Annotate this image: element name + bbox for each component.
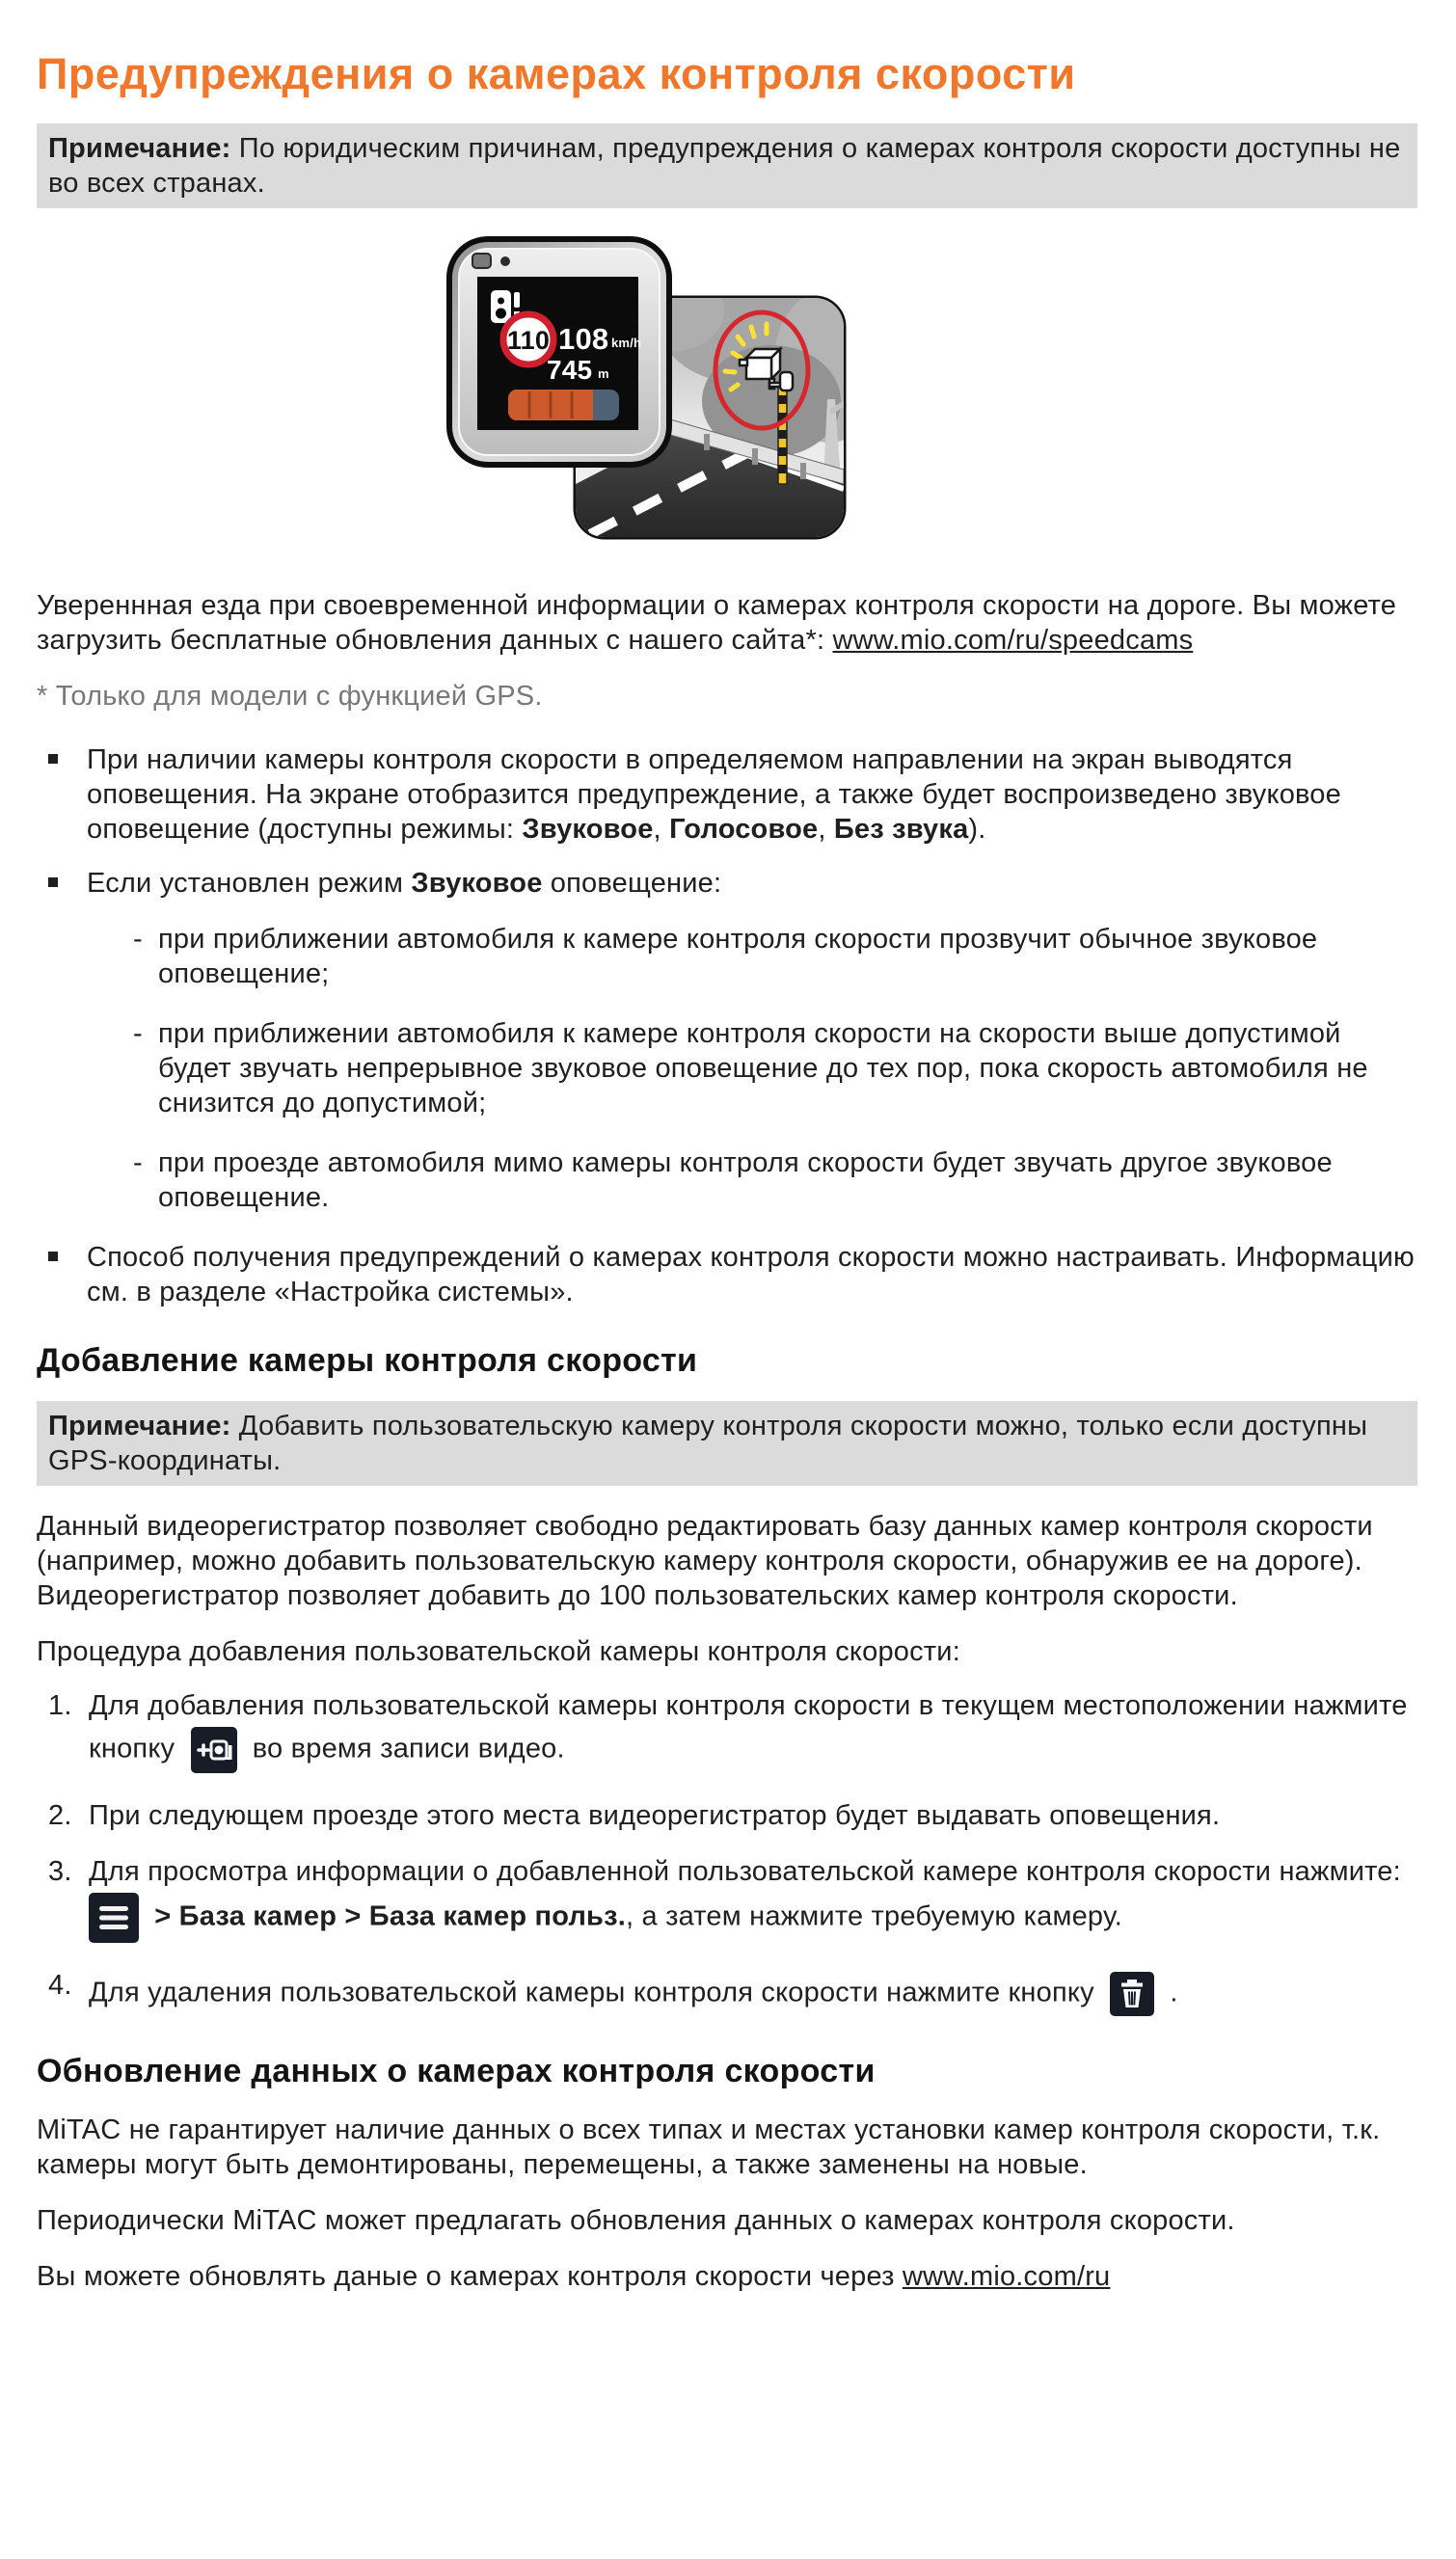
add-camera-steps <box>37 1688 1417 2020</box>
step-item <box>37 1798 1417 1833</box>
text-segment: Без звука <box>833 814 969 846</box>
distance-unit-label: m <box>598 366 609 382</box>
step-number: 4. <box>48 1970 72 2002</box>
menu-icon <box>89 1893 139 1943</box>
text-segment: , <box>653 814 670 846</box>
bullet-item <box>37 742 1417 847</box>
step-text <box>154 1901 1122 1932</box>
distance-value: 745 <box>547 355 593 386</box>
step-text: Для удаления пользовательской камеры контроля скорости нажмите кнопку <box>89 1978 1094 2009</box>
bullet-item <box>37 1240 1417 1309</box>
step-number: 1. <box>48 1690 72 1722</box>
bullet-text: Способ получения предупреждений о камерах контроля скорости можно настраивать. Информацию см. в разделе «Настройка системы». <box>87 1242 1415 1308</box>
procedure-paragraph: Процедура добавления пользовательской камеры контроля скорости: <box>37 1636 960 1668</box>
step-number: 2. <box>48 1800 72 1832</box>
dash-marker: - <box>133 1018 143 1050</box>
alert-bullet-list <box>37 742 1417 1309</box>
sub-bullet-item <box>87 1145 1417 1215</box>
note-box-legal <box>37 123 1417 208</box>
speedcam-illustration <box>37 235 1417 555</box>
mitac-updates-paragraph: Периодически MiTAC может предлагать обновления данных о камерах контроля скорости. <box>37 2204 1235 2236</box>
text-segment: , <box>818 814 834 846</box>
step-item <box>37 1968 1417 2020</box>
text-segment: Примечание: <box>48 1411 239 1442</box>
bullet-marker <box>48 877 58 887</box>
step-text: кнопку <box>89 1734 175 1765</box>
trash-icon <box>1110 1972 1154 2016</box>
bullet-text <box>87 744 1341 845</box>
text-segment: Голосовое <box>669 814 819 846</box>
mitac-disclaimer-paragraph: MiTAC не гарантирует наличие данных о всех типах и местах установки камер контроля скорости, т.к. камеры могут быть демонтированы, перемещены, а также заменены на новые. <box>37 2114 1381 2180</box>
step-number: 3. <box>48 1856 72 1888</box>
text-segment: Звуковое <box>522 814 654 846</box>
current-speed-value: 108 <box>558 322 609 357</box>
sub-bullet-item <box>87 922 1417 991</box>
speedcam-illustration-graphic <box>445 235 850 544</box>
dashcam-device <box>449 239 669 465</box>
sub-bullet-item <box>87 1016 1417 1120</box>
section-heading-update-data: Обновление данных о камерах контроля скорости <box>37 2053 876 2090</box>
section-heading-add-camera: Добавление камеры контроля скорости <box>37 1342 698 1380</box>
inline-link[interactable]: www.mio.com/ru/speedcams <box>832 625 1194 657</box>
text-segment: ). <box>968 814 986 846</box>
distance-progress-bar <box>508 390 619 420</box>
text-segment: По юридическим причинам, предупреждения о камерах контроля скорости доступны не во всех странах. <box>48 133 1401 200</box>
text-segment: Если установлен режим <box>87 868 412 900</box>
guardrail-post <box>704 434 710 450</box>
inline-link[interactable]: www.mio.com/ru <box>902 2260 1111 2292</box>
sub-bullet-text: при приближении автомобиля к камере контроля скорости на скорости выше допустимой будет звучать непрерывное звуковое оповещение до тех пор, пока скорость автомобиля не снизится до допустимой; <box>158 1018 1368 1119</box>
device-lens <box>472 254 491 268</box>
step-text: Для просмотра информации о добавленной пользовательской камере контроля скорости нажмите: <box>89 1856 1401 1888</box>
page-title: Предупреждения о камерах контроля скорости <box>37 49 1076 98</box>
bullet-text <box>87 868 721 899</box>
gps-footnote: * Только для модели с функцией GPS. <box>37 681 543 713</box>
text-segment: > База камер > База камер польз. <box>154 1901 626 1933</box>
step-text: . <box>1170 1978 1178 2009</box>
speed-unit-label: km/h <box>611 336 642 351</box>
device-screen <box>477 277 641 430</box>
bullet-marker <box>48 1252 58 1261</box>
step-item <box>37 1854 1417 1947</box>
text-segment: оповещение: <box>542 868 722 900</box>
step-item <box>37 1688 1417 1777</box>
sub-bullet-text: при приближении автомобиля к камере контроля скорости прозвучит обычное звуковое оповещение; <box>158 924 1318 990</box>
intro-paragraph <box>37 588 1417 658</box>
bullet-marker <box>48 754 58 764</box>
text-segment: Звуковое <box>411 868 543 900</box>
update-link-paragraph <box>37 2259 1417 2294</box>
step-text: При следующем проезде этого места видеорегистратор будет выдавать оповещения. <box>89 1800 1221 1832</box>
text-segment: При наличии камеры контроля скорости в определяемом направлении на экран выводятся оповещения. На экране отобразится предупреждение, а также будет воспроизведено звуковое оповещение (доступны режимы: <box>87 744 1341 846</box>
text-segment: , а затем нажмите требуемую камеру. <box>625 1901 1122 1933</box>
guardrail-post <box>752 448 758 465</box>
sound-mode-sublist <box>87 922 1417 1215</box>
add-speedcam-icon <box>191 1727 237 1773</box>
bullet-item <box>37 866 1417 1215</box>
text-segment: Вы можете обновлять даные о камерах контроля скорости через <box>37 2260 903 2292</box>
step-text: во время записи видео. <box>252 1734 565 1765</box>
text-segment: Примечание: <box>48 133 239 165</box>
camera-pole <box>778 388 787 484</box>
database-paragraph: Данный видеорегистратор позволяет свободно редактировать базу данных камер контроля скорости (например, можно добавить пользовательскую камеру контроля скорости, обнаружив ее на дороге). Видеорегистратор позволяет добавить до 100 пользовательских камер контроля скорости. <box>37 1511 1373 1612</box>
guardrail-post <box>800 463 806 479</box>
text-segment: Увереннная езда при своевременной информации о камерах контроля скорости на дороге. Вы можете загрузить бесплатные обновления данных с нашего сайта*: <box>37 590 1397 657</box>
step-text: Для добавления пользовательской камеры контроля скорости в текущем местоположении нажмите <box>89 1690 1408 1722</box>
dash-marker: - <box>133 1147 143 1179</box>
dash-marker: - <box>133 924 143 956</box>
sub-bullet-text: при проезде автомобиля мимо камеры контроля скорости будет звучать другое звуковое оповещение. <box>158 1147 1333 1214</box>
device-led <box>500 256 510 266</box>
note-box-gps <box>37 1401 1417 1486</box>
text-segment: Добавить пользовательскую камеру контроля скорости можно, только если доступны GPS-координаты. <box>48 1411 1368 1477</box>
speed-limit-value: 110 <box>506 326 551 356</box>
